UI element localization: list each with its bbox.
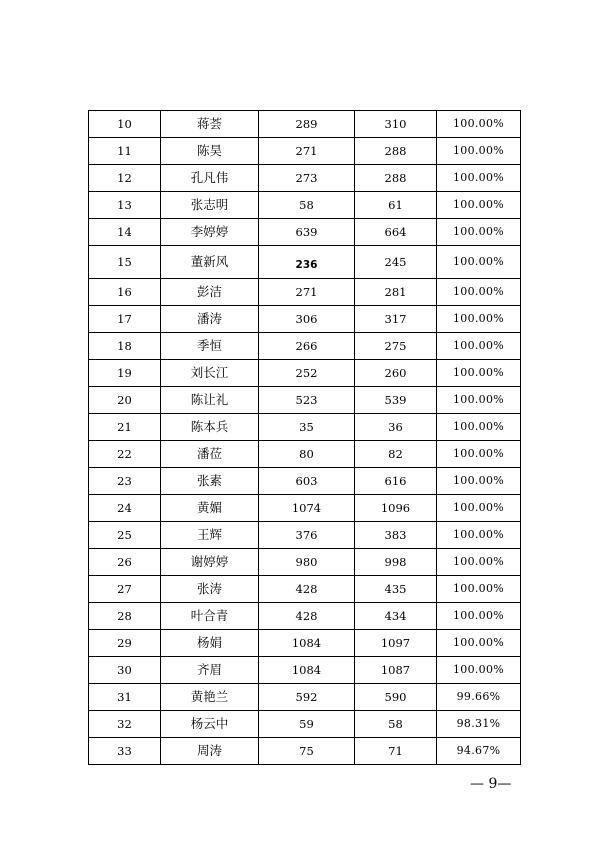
value-a-cell: 1084 [259, 630, 355, 657]
percentage-cell: 100.00% [437, 522, 521, 549]
value-b-cell: 317 [355, 306, 437, 333]
row-index-cell: 15 [89, 246, 161, 279]
value-b-cell: 281 [355, 279, 437, 306]
percentage-cell: 100.00% [437, 306, 521, 333]
data-table [88, 110, 521, 765]
table-row [89, 576, 521, 603]
row-index-cell: 25 [89, 522, 161, 549]
percentage-cell: 100.00% [437, 360, 521, 387]
row-index-cell: 22 [89, 441, 161, 468]
row-index-cell: 24 [89, 495, 161, 522]
row-index-cell: 27 [89, 576, 161, 603]
table-row [89, 138, 521, 165]
percentage-cell: 100.00% [437, 333, 521, 360]
name-cell: 潘莅 [161, 441, 259, 468]
name-cell: 刘长江 [161, 360, 259, 387]
name-cell: 谢婷婷 [161, 549, 259, 576]
name-cell: 张志明 [161, 192, 259, 219]
table-row [89, 468, 521, 495]
value-a-cell: 80 [259, 441, 355, 468]
row-index-cell: 13 [89, 192, 161, 219]
name-cell: 季恒 [161, 333, 259, 360]
row-index-cell: 21 [89, 414, 161, 441]
name-cell: 杨娟 [161, 630, 259, 657]
value-b-cell: 310 [355, 111, 437, 138]
name-cell: 王辉 [161, 522, 259, 549]
percentage-cell: 100.00% [437, 576, 521, 603]
value-a-cell: 75 [259, 738, 355, 765]
name-cell: 蒋荟 [161, 111, 259, 138]
table-row [89, 657, 521, 684]
percentage-cell: 100.00% [437, 165, 521, 192]
page-number: — 9— [470, 776, 512, 792]
table-row [89, 684, 521, 711]
name-cell: 陈让礼 [161, 387, 259, 414]
row-index-cell: 20 [89, 387, 161, 414]
percentage-cell: 100.00% [437, 603, 521, 630]
table-row [89, 630, 521, 657]
percentage-cell: 100.00% [437, 279, 521, 306]
table-body [89, 111, 521, 765]
table-row [89, 111, 521, 138]
table-row [89, 192, 521, 219]
table-row [89, 414, 521, 441]
value-a-cell: 428 [259, 603, 355, 630]
value-a-cell: 236 [259, 246, 355, 279]
value-a-cell: 1084 [259, 657, 355, 684]
value-b-cell: 275 [355, 333, 437, 360]
value-b-cell: 245 [355, 246, 437, 279]
value-b-cell: 664 [355, 219, 437, 246]
value-b-cell: 36 [355, 414, 437, 441]
value-a-cell: 376 [259, 522, 355, 549]
value-a-cell: 59 [259, 711, 355, 738]
row-index-cell: 29 [89, 630, 161, 657]
value-a-cell: 306 [259, 306, 355, 333]
row-index-cell: 23 [89, 468, 161, 495]
percentage-cell: 100.00% [437, 441, 521, 468]
value-b-cell: 1097 [355, 630, 437, 657]
data-table-container [88, 110, 520, 765]
value-a-cell: 252 [259, 360, 355, 387]
table-row [89, 360, 521, 387]
value-b-cell: 1087 [355, 657, 437, 684]
row-index-cell: 26 [89, 549, 161, 576]
percentage-cell: 100.00% [437, 630, 521, 657]
value-a-cell: 523 [259, 387, 355, 414]
row-index-cell: 11 [89, 138, 161, 165]
name-cell: 杨云中 [161, 711, 259, 738]
value-b-cell: 1096 [355, 495, 437, 522]
value-b-cell: 435 [355, 576, 437, 603]
table-row [89, 219, 521, 246]
name-cell: 李婷婷 [161, 219, 259, 246]
value-b-cell: 58 [355, 711, 437, 738]
table-row [89, 441, 521, 468]
value-a-cell: 273 [259, 165, 355, 192]
value-b-cell: 434 [355, 603, 437, 630]
percentage-cell: 100.00% [437, 549, 521, 576]
name-cell: 陈昊 [161, 138, 259, 165]
name-cell: 周涛 [161, 738, 259, 765]
value-b-cell: 616 [355, 468, 437, 495]
value-b-cell: 539 [355, 387, 437, 414]
value-b-cell: 260 [355, 360, 437, 387]
row-index-cell: 18 [89, 333, 161, 360]
value-b-cell: 61 [355, 192, 437, 219]
value-a-cell: 58 [259, 192, 355, 219]
percentage-cell: 100.00% [437, 387, 521, 414]
row-index-cell: 17 [89, 306, 161, 333]
value-a-cell: 271 [259, 138, 355, 165]
percentage-cell: 100.00% [437, 219, 521, 246]
row-index-cell: 10 [89, 111, 161, 138]
table-row [89, 306, 521, 333]
table-row [89, 522, 521, 549]
percentage-cell: 94.67% [437, 738, 521, 765]
value-a-cell: 639 [259, 219, 355, 246]
name-cell: 董新风 [161, 246, 259, 279]
row-index-cell: 32 [89, 711, 161, 738]
value-b-cell: 590 [355, 684, 437, 711]
table-row [89, 603, 521, 630]
row-index-cell: 16 [89, 279, 161, 306]
row-index-cell: 14 [89, 219, 161, 246]
percentage-cell: 100.00% [437, 192, 521, 219]
table-row [89, 495, 521, 522]
row-index-cell: 31 [89, 684, 161, 711]
table-row [89, 738, 521, 765]
table-row [89, 333, 521, 360]
percentage-cell: 100.00% [437, 657, 521, 684]
value-b-cell: 288 [355, 138, 437, 165]
name-cell: 彭洁 [161, 279, 259, 306]
value-b-cell: 383 [355, 522, 437, 549]
value-b-cell: 82 [355, 441, 437, 468]
table-row [89, 387, 521, 414]
value-b-cell: 288 [355, 165, 437, 192]
row-index-cell: 12 [89, 165, 161, 192]
name-cell: 齐眉 [161, 657, 259, 684]
percentage-cell: 100.00% [437, 495, 521, 522]
percentage-cell: 100.00% [437, 468, 521, 495]
table-row [89, 279, 521, 306]
value-a-cell: 35 [259, 414, 355, 441]
percentage-cell: 99.66% [437, 684, 521, 711]
name-cell: 叶合青 [161, 603, 259, 630]
name-cell: 黄媚 [161, 495, 259, 522]
value-a-cell: 980 [259, 549, 355, 576]
percentage-cell: 98.31% [437, 711, 521, 738]
row-index-cell: 19 [89, 360, 161, 387]
name-cell: 孔凡伟 [161, 165, 259, 192]
percentage-cell: 100.00% [437, 414, 521, 441]
value-a-cell: 271 [259, 279, 355, 306]
value-a-cell: 603 [259, 468, 355, 495]
table-row [89, 246, 521, 279]
value-a-cell: 1074 [259, 495, 355, 522]
row-index-cell: 33 [89, 738, 161, 765]
name-cell: 张涛 [161, 576, 259, 603]
name-cell: 张素 [161, 468, 259, 495]
row-index-cell: 28 [89, 603, 161, 630]
value-a-cell: 266 [259, 333, 355, 360]
name-cell: 陈本兵 [161, 414, 259, 441]
name-cell: 黄艳兰 [161, 684, 259, 711]
percentage-cell: 100.00% [437, 246, 521, 279]
table-row [89, 711, 521, 738]
table-row [89, 549, 521, 576]
value-a-cell: 428 [259, 576, 355, 603]
row-index-cell: 30 [89, 657, 161, 684]
value-b-cell: 71 [355, 738, 437, 765]
percentage-cell: 100.00% [437, 111, 521, 138]
table-row [89, 165, 521, 192]
name-cell: 潘涛 [161, 306, 259, 333]
value-a-cell: 289 [259, 111, 355, 138]
percentage-cell: 100.00% [437, 138, 521, 165]
value-b-cell: 998 [355, 549, 437, 576]
value-a-cell: 592 [259, 684, 355, 711]
